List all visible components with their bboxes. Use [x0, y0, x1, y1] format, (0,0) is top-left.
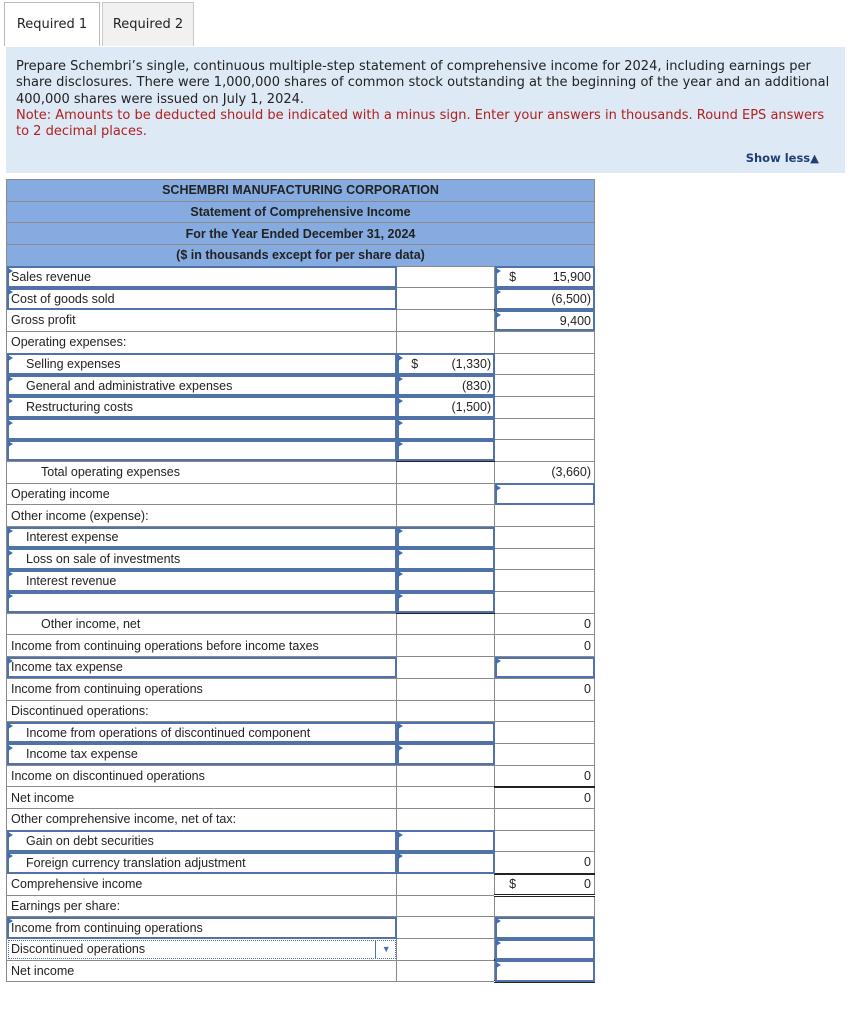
row-label: Discontinued operations:	[7, 700, 397, 722]
amount-cell	[397, 808, 495, 830]
triangle-up-icon: ▲	[810, 151, 819, 165]
table-row	[7, 483, 595, 505]
total-cell	[495, 548, 595, 570]
amount-input[interactable]	[397, 830, 495, 852]
amount-cell	[397, 960, 495, 982]
amount-cell	[397, 939, 495, 961]
show-less-label: Show less	[745, 151, 811, 165]
table-row	[7, 635, 595, 657]
amount-input[interactable]	[397, 570, 495, 592]
label-select[interactable]: Interest expense	[7, 527, 397, 549]
row-label: Other income (expense):	[7, 505, 397, 527]
amount-cell	[397, 787, 495, 809]
table-row	[7, 527, 595, 549]
table-row	[7, 678, 595, 700]
company-name: SCHEMBRI MANUFACTURING CORPORATION	[7, 180, 595, 202]
statement-units: ($ in thousands except for per share data)	[7, 245, 595, 267]
table-row	[7, 722, 595, 744]
amount-cell	[397, 331, 495, 353]
label-select[interactable]: General and administrative expenses	[7, 375, 397, 397]
table-row	[7, 917, 595, 939]
total-value-text: 0	[584, 877, 591, 892]
dollar-sign: $	[411, 356, 419, 371]
label-select[interactable]	[7, 592, 397, 614]
instructions-text: Prepare Schembri’s single, continuous multiple-step statement of comprehensive income for 2024, including earnings per share disclosures. There were 1,000,000 shares of common stock outstanding at the beginning of the year and an additional 400,000 shares were issued on July 1, 2024.	[16, 59, 830, 107]
total-value: 0	[495, 635, 595, 657]
row-label: Operating income	[7, 483, 397, 505]
eps-input[interactable]	[495, 917, 595, 939]
label-select[interactable]	[7, 418, 397, 440]
amount-input[interactable]	[397, 743, 495, 765]
table-row	[7, 570, 595, 592]
statement-title: Statement of Comprehensive Income	[7, 201, 595, 223]
table-row	[7, 939, 595, 961]
amount-cell	[397, 917, 495, 939]
tab-required-1[interactable]: Required 1	[4, 2, 100, 46]
amount-input[interactable]	[397, 527, 495, 549]
dropdown-value: Discontinued operations	[11, 942, 146, 957]
label-dropdown[interactable]	[7, 939, 397, 961]
table-row	[7, 461, 595, 483]
amount-input[interactable]	[397, 548, 495, 570]
row-label: Gross profit	[7, 310, 397, 332]
row-label: Other comprehensive income, net of tax:	[7, 808, 397, 830]
table-row	[7, 743, 595, 765]
amount-cell	[397, 700, 495, 722]
row-label: Earnings per share:	[7, 895, 397, 917]
amount-input[interactable]	[397, 353, 495, 375]
label-select[interactable]: Income tax expense	[7, 657, 397, 679]
table-row	[7, 548, 595, 570]
table-row	[7, 852, 595, 874]
table-row	[7, 895, 595, 917]
amount-cell	[397, 874, 495, 896]
table-row	[7, 331, 595, 353]
table-row	[7, 266, 595, 288]
total-input[interactable]	[495, 483, 595, 505]
amount-input[interactable]	[397, 852, 495, 874]
chevron-down-icon[interactable]: ▼	[375, 941, 396, 958]
table-row	[7, 396, 595, 418]
total-input[interactable]: (6,500)	[495, 288, 595, 310]
label-select[interactable]: Restructuring costs	[7, 396, 397, 418]
table-row	[7, 787, 595, 809]
tab-bar	[4, 2, 194, 48]
amount-cell	[397, 765, 495, 787]
label-select[interactable]: Foreign currency translation adjustment	[7, 852, 397, 874]
total-value: 0	[495, 765, 595, 787]
amount-cell	[397, 635, 495, 657]
total-input[interactable]	[495, 266, 595, 288]
table-row	[7, 808, 595, 830]
table-row	[7, 765, 595, 787]
amount-cell	[397, 505, 495, 527]
table-row	[7, 960, 595, 982]
amount-input[interactable]	[397, 440, 495, 462]
table-row	[7, 375, 595, 397]
row-label: Income on discontinued operations	[7, 765, 397, 787]
row-label: Total operating expenses	[7, 461, 397, 483]
amount-cell	[397, 613, 495, 635]
row-label: Income from continuing operations before income taxes	[7, 635, 397, 657]
table-row	[7, 657, 595, 679]
table-row	[7, 592, 595, 614]
table-row	[7, 830, 595, 852]
label-select[interactable]: Income from operations of discontinued component	[7, 722, 397, 744]
total-cell	[495, 353, 595, 375]
amount-cell	[397, 895, 495, 917]
tab-required-2[interactable]: Required 2	[102, 2, 194, 46]
show-less-toggle[interactable]	[746, 150, 819, 166]
amount-input[interactable]: (1,500)	[397, 396, 495, 418]
total-cell	[495, 592, 595, 614]
total-cell	[495, 743, 595, 765]
amount-cell	[397, 461, 495, 483]
amount-cell	[397, 310, 495, 332]
total-value: 0	[495, 613, 595, 635]
table-row	[7, 613, 595, 635]
row-label: Other income, net	[7, 613, 397, 635]
row-label: Comprehensive income	[7, 874, 397, 896]
table-row	[7, 310, 595, 332]
table-row	[7, 874, 595, 896]
total-cell	[495, 375, 595, 397]
total-value: 0	[495, 852, 595, 874]
dollar-sign: $	[509, 270, 517, 285]
total-cell	[495, 570, 595, 592]
table-row	[7, 288, 595, 310]
statement-period: For the Year Ended December 31, 2024	[7, 223, 595, 245]
total-cell	[495, 505, 595, 527]
instructions-note: Note: Amounts to be deducted should be indicated with a minus sign. Enter your answers in thousands. Round EPS answers to 2 decimal places.	[16, 107, 825, 140]
amount-cell	[397, 483, 495, 505]
income-statement-table	[6, 179, 595, 983]
total-cell	[495, 440, 595, 462]
row-label: Income from continuing operations	[7, 678, 397, 700]
label-select[interactable]: Loss on sale of investments	[7, 548, 397, 570]
table-row	[7, 353, 595, 375]
amount-input[interactable]	[397, 418, 495, 440]
amount-cell	[397, 657, 495, 679]
amount-cell	[397, 266, 495, 288]
row-label: Operating expenses:	[7, 331, 397, 353]
total-cell	[495, 722, 595, 744]
dollar-sign: $	[509, 877, 517, 892]
amount-cell	[397, 288, 495, 310]
total-cell	[495, 331, 595, 353]
total-value: 0	[495, 787, 595, 809]
total-cell	[495, 527, 595, 549]
label-select[interactable]: Income tax expense	[7, 743, 397, 765]
label-select[interactable]	[7, 440, 397, 462]
label-select[interactable]: Interest revenue	[7, 570, 397, 592]
amount-input[interactable]	[397, 722, 495, 744]
row-label: Net income	[7, 960, 397, 982]
table-row	[7, 418, 595, 440]
total-value: 0	[495, 678, 595, 700]
table-row	[7, 505, 595, 527]
instructions-panel	[6, 47, 845, 173]
total-cell	[495, 830, 595, 852]
amount-value: (1,330)	[451, 356, 492, 371]
label-select[interactable]: Selling expenses	[7, 353, 397, 375]
total-cell	[495, 396, 595, 418]
label-select[interactable]: Gain on debt securities	[7, 830, 397, 852]
eps-input[interactable]	[495, 960, 595, 982]
total-input[interactable]	[495, 657, 595, 679]
total-cell	[495, 808, 595, 830]
total-cell	[495, 418, 595, 440]
table-row	[7, 700, 595, 722]
total-cell	[495, 700, 595, 722]
label-select[interactable]: Income from continuing operations	[7, 917, 397, 939]
total-value	[495, 874, 595, 896]
total-cell	[495, 895, 595, 917]
total-value: (3,660)	[495, 461, 595, 483]
table-row	[7, 440, 595, 462]
label-select[interactable]: Sales revenue	[7, 266, 397, 288]
row-label: Net income	[7, 787, 397, 809]
label-select[interactable]: Cost of goods sold	[7, 288, 397, 310]
total-value: 15,900	[552, 270, 591, 285]
total-input[interactable]: 9,400	[495, 310, 595, 332]
amount-input[interactable]: (830)	[397, 375, 495, 397]
amount-cell	[397, 678, 495, 700]
eps-input[interactable]	[495, 939, 595, 961]
amount-input[interactable]	[397, 592, 495, 614]
